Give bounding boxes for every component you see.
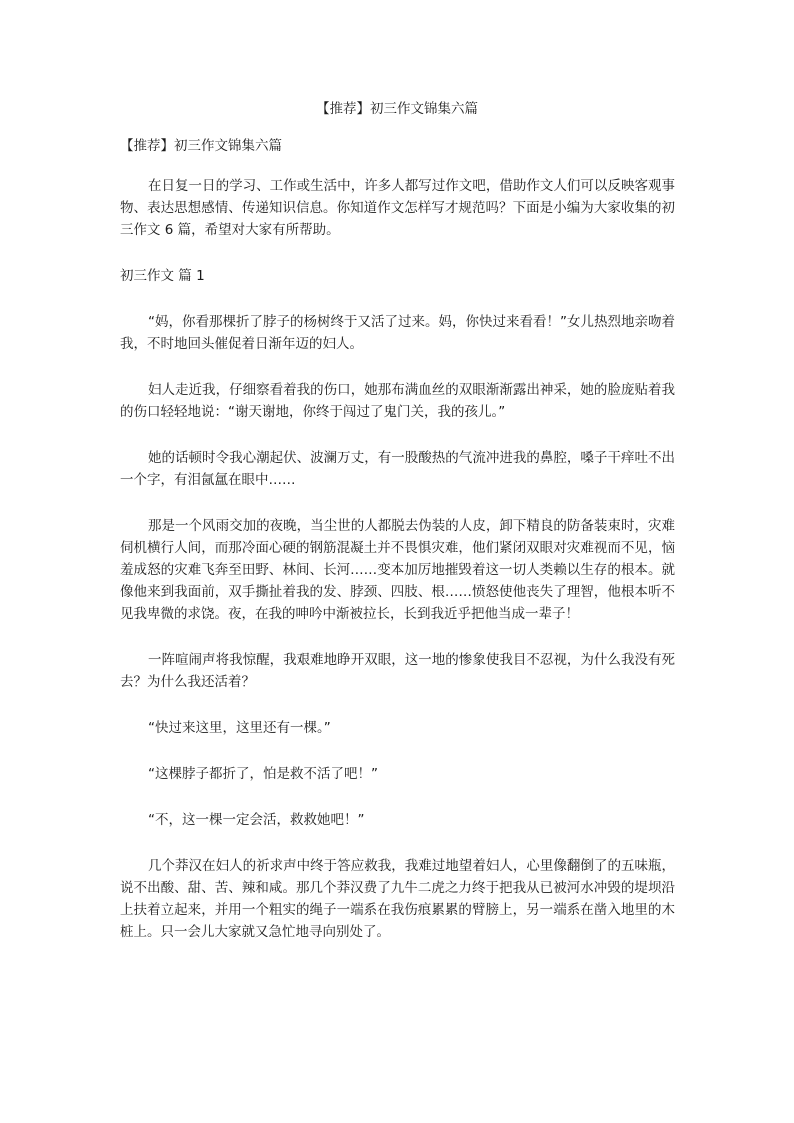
section-heading: 初三作文 篇 1 xyxy=(120,268,205,284)
document-subtitle: 【推荐】初三作文锦集六篇 xyxy=(120,138,282,154)
paragraph: “不，这一棵一定会活，救救她吧！” xyxy=(148,812,365,828)
paragraph: 几个莽汉在妇人的祈求声中终于答应救我，我难过地望着妇人，心里像翻倒了的五味瓶，说不出酸、甜、苦、辣和咸。那几个莽汉费了九牛二虎之力终于把我从已被河水冲毁的堤坝沿上扶着立起来，并用一个粗实的绳子一端系在我伤痕累累的臂膀上，另一端系在凿入地里的木桩上。只一会儿大家就又急忙地寻向别处了。 xyxy=(120,858,675,940)
paragraph: “快过来这里，这里还有一棵。” xyxy=(148,720,331,736)
document-title: 【推荐】初三作文锦集六篇 xyxy=(316,101,478,117)
paragraph: 一阵喧闹声将我惊醒，我艰难地睁开双眼，这一地的惨象使我目不忍视，为什么我没有死去？为什么我还活着？ xyxy=(120,652,675,690)
paragraph: 她的话顿时令我心潮起伏、波澜万丈，有一股酸热的气流冲进我的鼻腔，嗓子干痒吐不出一个字，有泪氤氲在眼中…… xyxy=(120,450,675,488)
document-body xyxy=(120,135,675,967)
paragraph: 妇人走近我，仔细察看着我的伤口，她那布满血丝的双眼渐渐露出神采，她的脸庞贴着我的伤口轻轻地说：“谢天谢地，你终于闯过了鬼门关，我的孩儿。” xyxy=(120,382,675,420)
paragraph: 那是一个风雨交加的夜晚，当尘世的人都脱去伪装的人皮，卸下精良的防备装束时，灾难伺机横行人间，而那冷面心硬的钢筋混凝土并不畏惧灾难，他们紧闭双眼对灾难视而不见，恼羞成怒的灾难飞奔至田野、林间、长河……变本加厉地摧毁着这一切人类赖以生存的根本。就像他来到我面前，双手撕扯着我的发、脖颈、四肢、根……愤怒使他丧失了理智，他根本听不见我卑微的求饶。夜，在我的呻吟中渐被拉长，长到我近乎把他当成一辈子！ xyxy=(120,518,675,622)
paragraph: “妈，你看那棵折了脖子的杨树终于又活了过来。妈，你快过来看看！”女儿热烈地亲吻着我，不时地回头催促着日渐年迈的妇人。 xyxy=(120,314,675,352)
intro-paragraph: 在日复一日的学习、工作或生活中，许多人都写过作文吧，借助作文人们可以反映客观事物、表达思想感情、传递知识信息。你知道作文怎样写才规范吗？下面是小编为大家收集的初三作文 6 篇，希望对大家有所帮助。 xyxy=(120,178,675,238)
paragraph: “这棵脖子都折了，怕是救不活了吧！” xyxy=(148,766,378,782)
